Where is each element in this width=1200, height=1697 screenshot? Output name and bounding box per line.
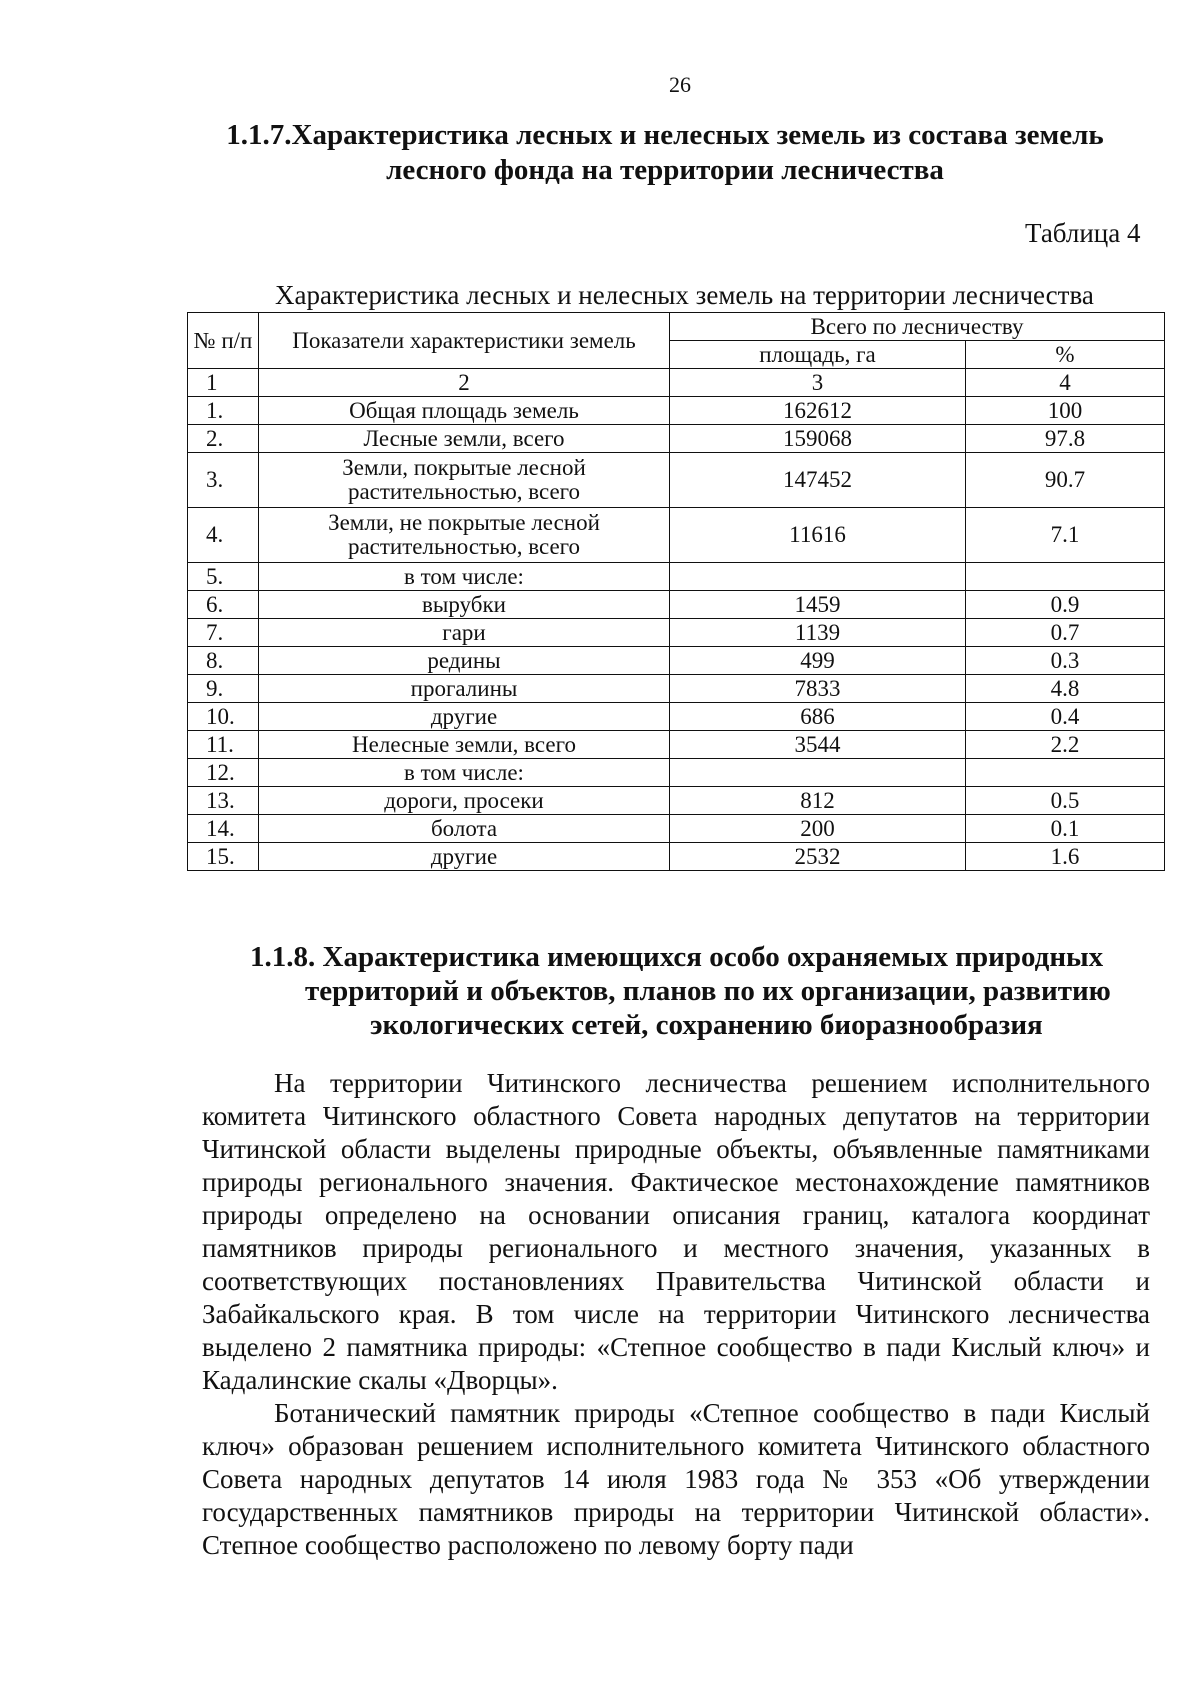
heading-line-2: территорий и объектов, планов по их организации, развитию bbox=[305, 975, 1111, 1007]
row-label: прогалины bbox=[259, 675, 670, 703]
row-percent: 4.8 bbox=[966, 675, 1165, 703]
row-percent: 2.2 bbox=[966, 731, 1165, 759]
row-label: редины bbox=[259, 647, 670, 675]
table-title: Характеристика лесных и нелесных земель на территории лесничества bbox=[275, 280, 1094, 310]
row-percent bbox=[966, 759, 1165, 787]
table-row bbox=[188, 591, 1165, 619]
row-area: 1139 bbox=[670, 619, 966, 647]
row-number: 11. bbox=[188, 731, 259, 759]
row-area: 2532 bbox=[670, 843, 966, 871]
row-number: 2. bbox=[188, 425, 259, 453]
table-row bbox=[188, 843, 1165, 871]
row-area: 3544 bbox=[670, 731, 966, 759]
section-heading-1-1-7: 1.1.7.Характеристика лесных и нелесных земель из состава земель лесного фонда на территории лесничества bbox=[226, 119, 1104, 186]
row-percent: 0.9 bbox=[966, 591, 1165, 619]
row-number: 13. bbox=[188, 787, 259, 815]
row-label: Нелесные земли, всего bbox=[259, 731, 670, 759]
row-label: болота bbox=[259, 815, 670, 843]
row-area bbox=[670, 563, 966, 591]
row-number: 15. bbox=[188, 843, 259, 871]
row-percent: 0.4 bbox=[966, 703, 1165, 731]
table-row bbox=[188, 508, 1165, 563]
row-area: 499 bbox=[670, 647, 966, 675]
row-number: 5. bbox=[188, 563, 259, 591]
row-area: 812 bbox=[670, 787, 966, 815]
header-area: площадь, га bbox=[670, 341, 966, 369]
body-paragraph-1 bbox=[202, 1067, 1150, 1397]
row-area: 200 bbox=[670, 815, 966, 843]
land-characteristics-table bbox=[187, 312, 1165, 871]
row-percent bbox=[966, 563, 1165, 591]
row-percent: 100 bbox=[966, 397, 1165, 425]
row-percent: 0.3 bbox=[966, 647, 1165, 675]
table-row bbox=[188, 563, 1165, 591]
row-label: в том числе: bbox=[259, 563, 670, 591]
table-row bbox=[188, 815, 1165, 843]
row-percent: 7.1 bbox=[966, 508, 1165, 563]
table-row bbox=[188, 425, 1165, 453]
col-number-1: 1 bbox=[188, 369, 259, 397]
table-row bbox=[188, 759, 1165, 787]
table-caption: Таблица 4 bbox=[1025, 218, 1141, 248]
header-indicator: Показатели характеристики земель bbox=[259, 313, 670, 369]
row-label: дороги, просеки bbox=[259, 787, 670, 815]
row-percent: 90.7 bbox=[966, 453, 1165, 508]
row-label: вырубки bbox=[259, 591, 670, 619]
row-area: 159068 bbox=[670, 425, 966, 453]
column-number-row bbox=[188, 369, 1165, 397]
row-label: Земли, не покрытые лесной растительностью, всего bbox=[259, 508, 670, 563]
paragraph-text: На территории Читинского лесничества решением исполнительного комитета Читинского областного Совета народных депутатов на территории Читинской области выделены природные объекты, объявленные памятниками природы регионального значения. Фактическое местонахождение памятников природы определено на основании описания границ, каталога координат памятников природы регионального и местного значения, указанных в соответствующих постановлениях Правительства Читинской области и Забайкальского края. В том числе на территории Читинского лесничества выделено 2 памятника природы: «Степное сообщество в пади Кислый ключ» и Кадалинские скалы «Дворцы». bbox=[202, 1068, 1150, 1395]
table-header-row bbox=[188, 313, 1165, 341]
row-label: другие bbox=[259, 843, 670, 871]
table-row bbox=[188, 703, 1165, 731]
paragraph-text: Ботанический памятник природы «Степное сообщество в пади Кислый ключ» образован решением исполнительного комитета Читинского областного Совета народных депутатов 14 июля 1983 года № 353 «Об утверждении государственных памятников природы на территории Читинской области». Степное сообщество расположено по левому борту пади bbox=[202, 1398, 1150, 1560]
header-num: № п/п bbox=[188, 313, 259, 369]
table-row bbox=[188, 397, 1165, 425]
section-heading-1-1-8 bbox=[250, 940, 1170, 1042]
header-percent: % bbox=[966, 341, 1165, 369]
col-number-2: 2 bbox=[259, 369, 670, 397]
row-percent: 97.8 bbox=[966, 425, 1165, 453]
row-number: 12. bbox=[188, 759, 259, 787]
row-area: 11616 bbox=[670, 508, 966, 563]
row-area: 686 bbox=[670, 703, 966, 731]
table-row bbox=[188, 731, 1165, 759]
body-paragraph-2 bbox=[202, 1397, 1150, 1562]
row-label: Лесные земли, всего bbox=[259, 425, 670, 453]
row-label: Земли, покрытые лесной растительностью, всего bbox=[259, 453, 670, 508]
header-total: Всего по лесничеству bbox=[670, 313, 1165, 341]
row-area: 7833 bbox=[670, 675, 966, 703]
table-row bbox=[188, 787, 1165, 815]
row-area bbox=[670, 759, 966, 787]
table-row bbox=[188, 453, 1165, 508]
row-label: Общая площадь земель bbox=[259, 397, 670, 425]
row-number: 8. bbox=[188, 647, 259, 675]
page-number: 26 bbox=[669, 72, 691, 97]
table-row bbox=[188, 647, 1165, 675]
row-number: 14. bbox=[188, 815, 259, 843]
heading-line-1: 1.1.8. Характеристика имеющихся особо охраняемых природных bbox=[250, 941, 1104, 973]
col-number-3: 3 bbox=[670, 369, 966, 397]
row-number: 7. bbox=[188, 619, 259, 647]
row-label: гари bbox=[259, 619, 670, 647]
row-number: 3. bbox=[188, 453, 259, 508]
row-area: 147452 bbox=[670, 453, 966, 508]
row-label: другие bbox=[259, 703, 670, 731]
table-row bbox=[188, 675, 1165, 703]
row-label: в том числе: bbox=[259, 759, 670, 787]
table-row bbox=[188, 619, 1165, 647]
row-number: 10. bbox=[188, 703, 259, 731]
row-number: 4. bbox=[188, 508, 259, 563]
row-percent: 0.1 bbox=[966, 815, 1165, 843]
col-number-4: 4 bbox=[966, 369, 1165, 397]
row-number: 1. bbox=[188, 397, 259, 425]
row-number: 6. bbox=[188, 591, 259, 619]
row-number: 9. bbox=[188, 675, 259, 703]
heading-line-3: экологических сетей, сохранению биоразнообразия bbox=[370, 1009, 1043, 1041]
row-area: 162612 bbox=[670, 397, 966, 425]
row-area: 1459 bbox=[670, 591, 966, 619]
row-percent: 0.5 bbox=[966, 787, 1165, 815]
row-percent: 0.7 bbox=[966, 619, 1165, 647]
row-percent: 1.6 bbox=[966, 843, 1165, 871]
